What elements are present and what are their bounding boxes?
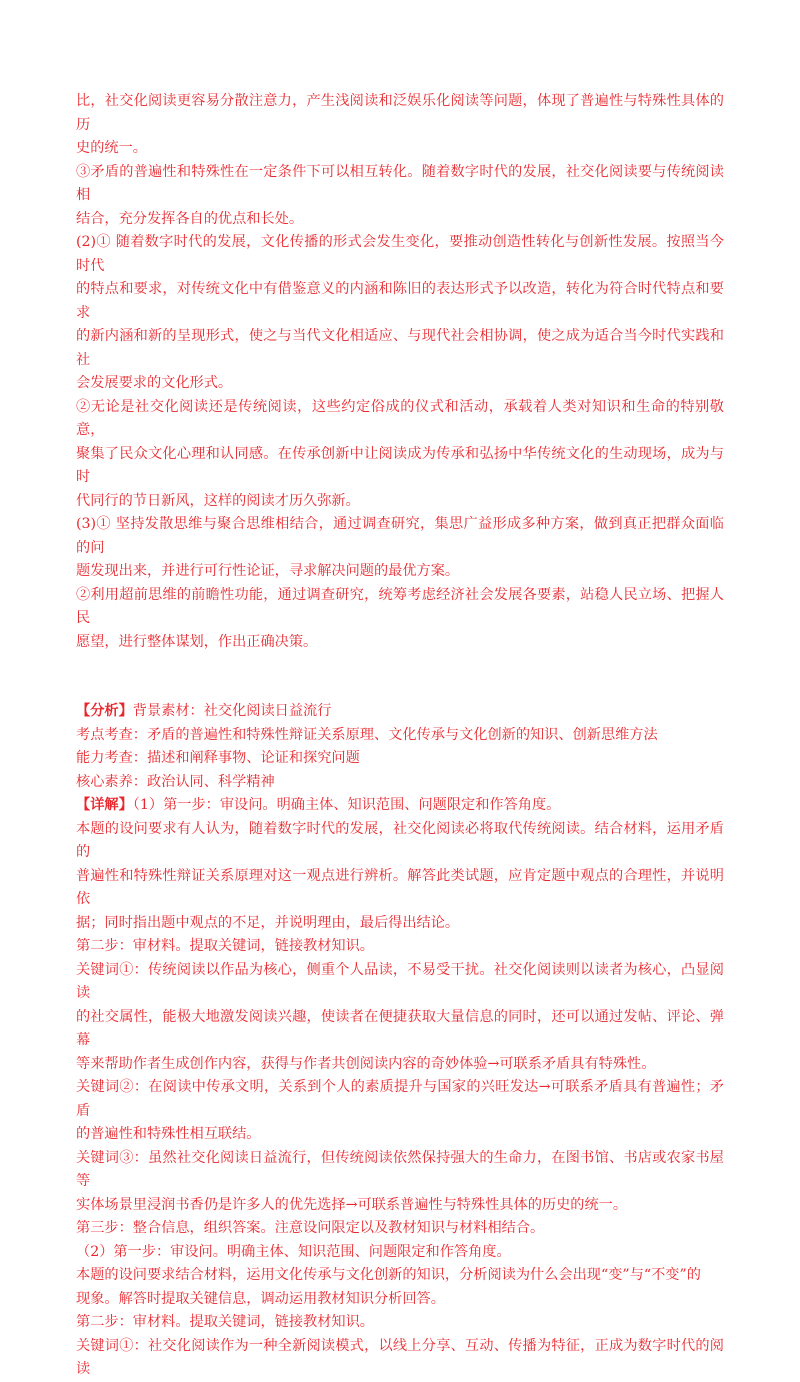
detail-line xyxy=(76,794,724,818)
detail-text: （1）第一步：审设问。明确主体、知识范围、问题限定和作答角度。 xyxy=(132,797,561,813)
text-line: 史的统一。 xyxy=(76,140,147,156)
detail-line: 第二步：审材料。提取关键词，链接教材知识。 xyxy=(76,938,374,954)
analysis-line xyxy=(76,700,724,724)
detail-line: 关键词①：社交化阅读作为一种全新阅读模式，以线上分享、互动、传播为特征，正成为数字时代的阅读 xyxy=(76,1337,724,1377)
text-line: 题发现出来，并进行可行性论证，寻求解决问题的最优方案。 xyxy=(76,563,460,579)
text-line: ③矛盾的普遍性和特殊性在一定条件下可以相互转化。随着数字时代的发展，社交化阅读要与传统阅读相 xyxy=(76,163,724,203)
detail-line: 的社交属性，能极大地激发阅读兴趣，使读者在便捷获取大量信息的同时，还可以通过发帖、评论、弹幕 xyxy=(76,1008,724,1048)
document-page xyxy=(76,90,724,1382)
detail-line: 关键词③：虽然社交化阅读日益流行，但传统阅读依然保持强大的生命力，在图书馆、书店或农家书屋等 xyxy=(76,1149,724,1189)
analysis-line: 核心素养：政治认同、科学精神 xyxy=(76,773,275,790)
detail-line: 普遍性和特殊性辩证关系原理对这一观点进行辨析。解答此类试题，应肯定题中观点的合理性，并说明依 xyxy=(76,867,724,907)
text-line: 愿望，进行整体谋划，作出正确决策。 xyxy=(76,633,318,650)
detail-line: 关键词①：传统阅读以作品为核心，侧重个人品读，不易受干扰。社交化阅读则以读者为核心，凸显阅读 xyxy=(76,961,724,1001)
analysis-tag: 【分析】 xyxy=(76,703,133,719)
text-line: 的特点和要求，对传统文化中有借鉴意义的内涵和陈旧的表达形式予以改造，转化为符合时代特点和要求 xyxy=(76,281,724,321)
detail-line: 现象。解答时提取关键信息，调动运用教材知识分析回答。 xyxy=(76,1290,445,1307)
analysis-line: 能力考查：描述和阐释事物、论证和探究问题 xyxy=(76,750,360,766)
text-line: (2)① 随着数字时代的发展，文化传播的形式会发生变化，要推动创造性转化与创新性发展。按照当今时代 xyxy=(76,234,724,274)
detail-line: 本题的设问要求结合材料，运用文化传承与文化创新的知识，分析阅读为什么会出现“变”与“不变”的 xyxy=(76,1267,701,1283)
detail-tag: 【详解】 xyxy=(76,797,133,813)
text-line: ②利用超前思维的前瞻性功能，通过调查研究，统筹考虑经济社会发展各要素，站稳人民立场、把握人民 xyxy=(76,586,724,626)
detail-line: （2）第一步：审设问。明确主体、知识范围、问题限定和作答角度。 xyxy=(76,1243,511,1260)
text-line: 聚集了民众文化心理和认同感。在传承创新中让阅读成为传承和弘扬中华传统文化的生动现场，成为与时 xyxy=(76,445,724,485)
detail-line: 第三步：整合信息，组织答案。注意设问限定以及教材知识与材料相结合。 xyxy=(76,1220,545,1236)
text-line: 比，社交化阅读更容易分散注意力，产生浅阅读和泛娱乐化阅读等问题，体现了普遍性与特殊性具体的历 xyxy=(76,93,724,133)
detail-line: 实体场景里浸润书香仍是许多人的优先选择→可联系普遍性与特殊性具体的历史的统一。 xyxy=(76,1196,628,1213)
text-line: 的新内涵和新的呈现形式，使之与当代文化相适应、与现代社会相协调，使之成为适合当今时代实践和社 xyxy=(76,328,724,368)
analysis-line: 考点考查：矛盾的普遍性和特殊性辩证关系原理、文化传承与文化创新的知识、创新思维方法 xyxy=(76,726,658,743)
text-line: 会发展要求的文化形式。 xyxy=(76,375,233,391)
detail-line: 关键词②：在阅读中传承文明，关系到个人的素质提升与国家的兴旺发达→可联系矛盾具有普遍性；矛盾 xyxy=(76,1079,724,1119)
detail-line: 第二步：审材料。提取关键词，链接教材知识。 xyxy=(76,1314,374,1330)
detail-line: 的普遍性和特殊性相互联结。 xyxy=(76,1126,261,1142)
detail-line: 等来帮助作者生成创作内容，获得与作者共创阅读内容的奇妙体验→可联系矛盾具有特殊性。 xyxy=(76,1055,656,1072)
text-line: 结合，充分发挥各自的优点和长处。 xyxy=(76,210,304,227)
detail-line: 据；同时指出题中观点的不足，并说明理由，最后得出结论。 xyxy=(76,914,460,931)
analysis-section xyxy=(76,700,724,794)
text-line: ②无论是社交化阅读还是传统阅读，这些约定俗成的仪式和活动，承载着人类对知识和生命的特别敬意， xyxy=(76,398,724,438)
detail-section xyxy=(76,794,724,1382)
section-spacer xyxy=(76,654,724,700)
answer-section xyxy=(76,90,724,654)
detail-line: 本题的设问要求有人认为，随着数字时代的发展，社交化阅读必将取代传统阅读。结合材料，运用矛盾的 xyxy=(76,820,724,860)
analysis-text: 背景素材：社交化阅读日益流行 xyxy=(132,703,332,719)
text-line: 代同行的节日新风，这样的阅读才历久弥新。 xyxy=(76,492,360,509)
text-line: (3)① 坚持发散思维与聚合思维相结合，通过调查研究，集思广益形成多种方案，做到真正把群众面临的问 xyxy=(76,516,724,556)
